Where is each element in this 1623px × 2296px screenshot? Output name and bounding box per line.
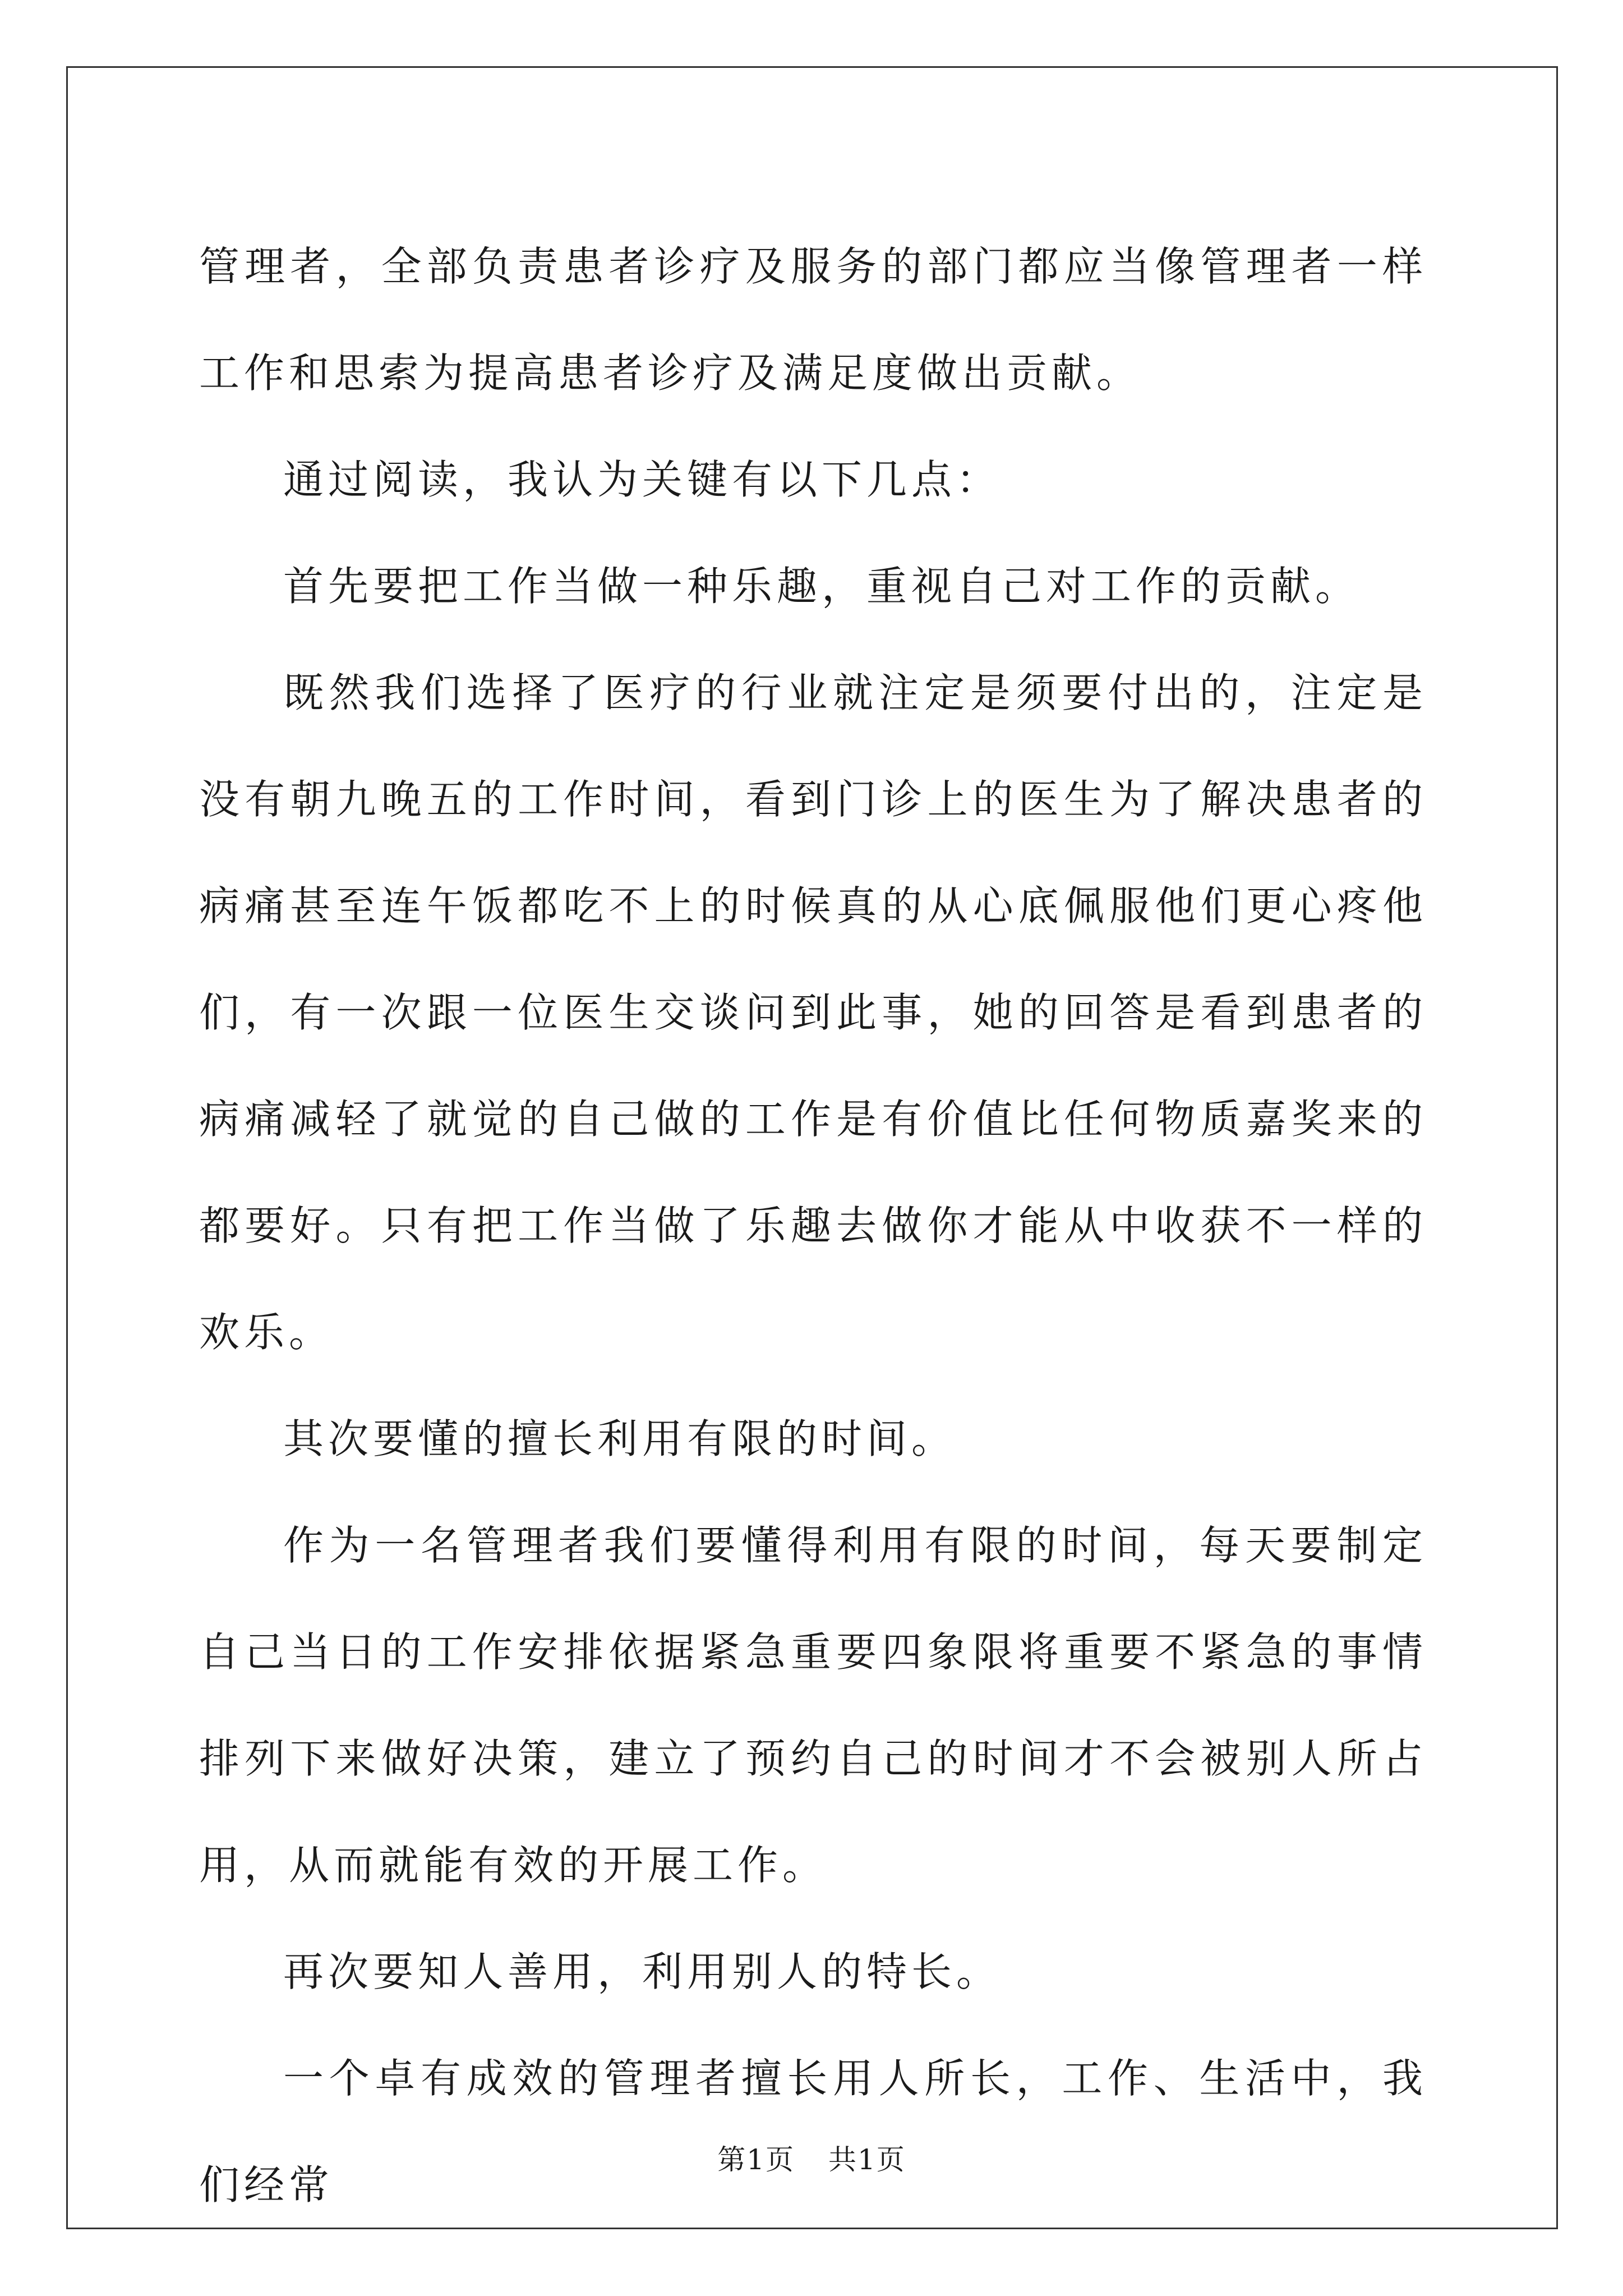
paragraph: 再次要知人善用，利用别人的特长。 [283, 1948, 1002, 1995]
paragraph: 既然我们选择了医疗的行业就注定是须要付出的，注定是没有朝九晚五的工作时间，看到门诊上的医生为了解决患者的病痛甚至连午饭都吃不上的时候真的从心底佩服他们更心疼他们，有一次跟一位医生交谈问到此事，她的回答是看到患者的病痛减轻了就觉的自己做的工作是有价值比任何物质嘉奖来的都要好。只有把工作当做了乐趣去做你才能从中收获不一样的欢乐。 [199, 669, 1427, 1356]
document-body [199, 213, 1427, 2238]
page-footer [0, 2143, 1623, 2177]
paragraph: 管理者，全部负责患者诊疗及服务的部门都应当像管理者一样工作和思索为提高患者诊疗及满足度做出贡献。 [199, 243, 1427, 397]
page-number-total: 共1页 [828, 2143, 906, 2176]
paragraph: 作为一名管理者我们要懂得利用有限的时间，每天要制定自己当日的工作安排依据紧急重要四象限将重要不紧急的事情排列下来做好决策，建立了预约自己的时间才不会被别人所占用，从而就能有效的开展工作。 [199, 1522, 1427, 1889]
paragraph: 首先要把工作当做一种乐趣，重视自己对工作的贡献。 [283, 563, 1361, 610]
paragraph: 通过阅读，我认为关键有以下几点： [283, 456, 1002, 503]
paragraph: 一个卓有成效的管理者擅长用人所长，工作、生活中，我们经常 [199, 2055, 1427, 2208]
paragraph: 其次要懂的擅长利用有限的时间。 [283, 1415, 957, 1462]
page-number-current: 第1页 [717, 2143, 795, 2176]
